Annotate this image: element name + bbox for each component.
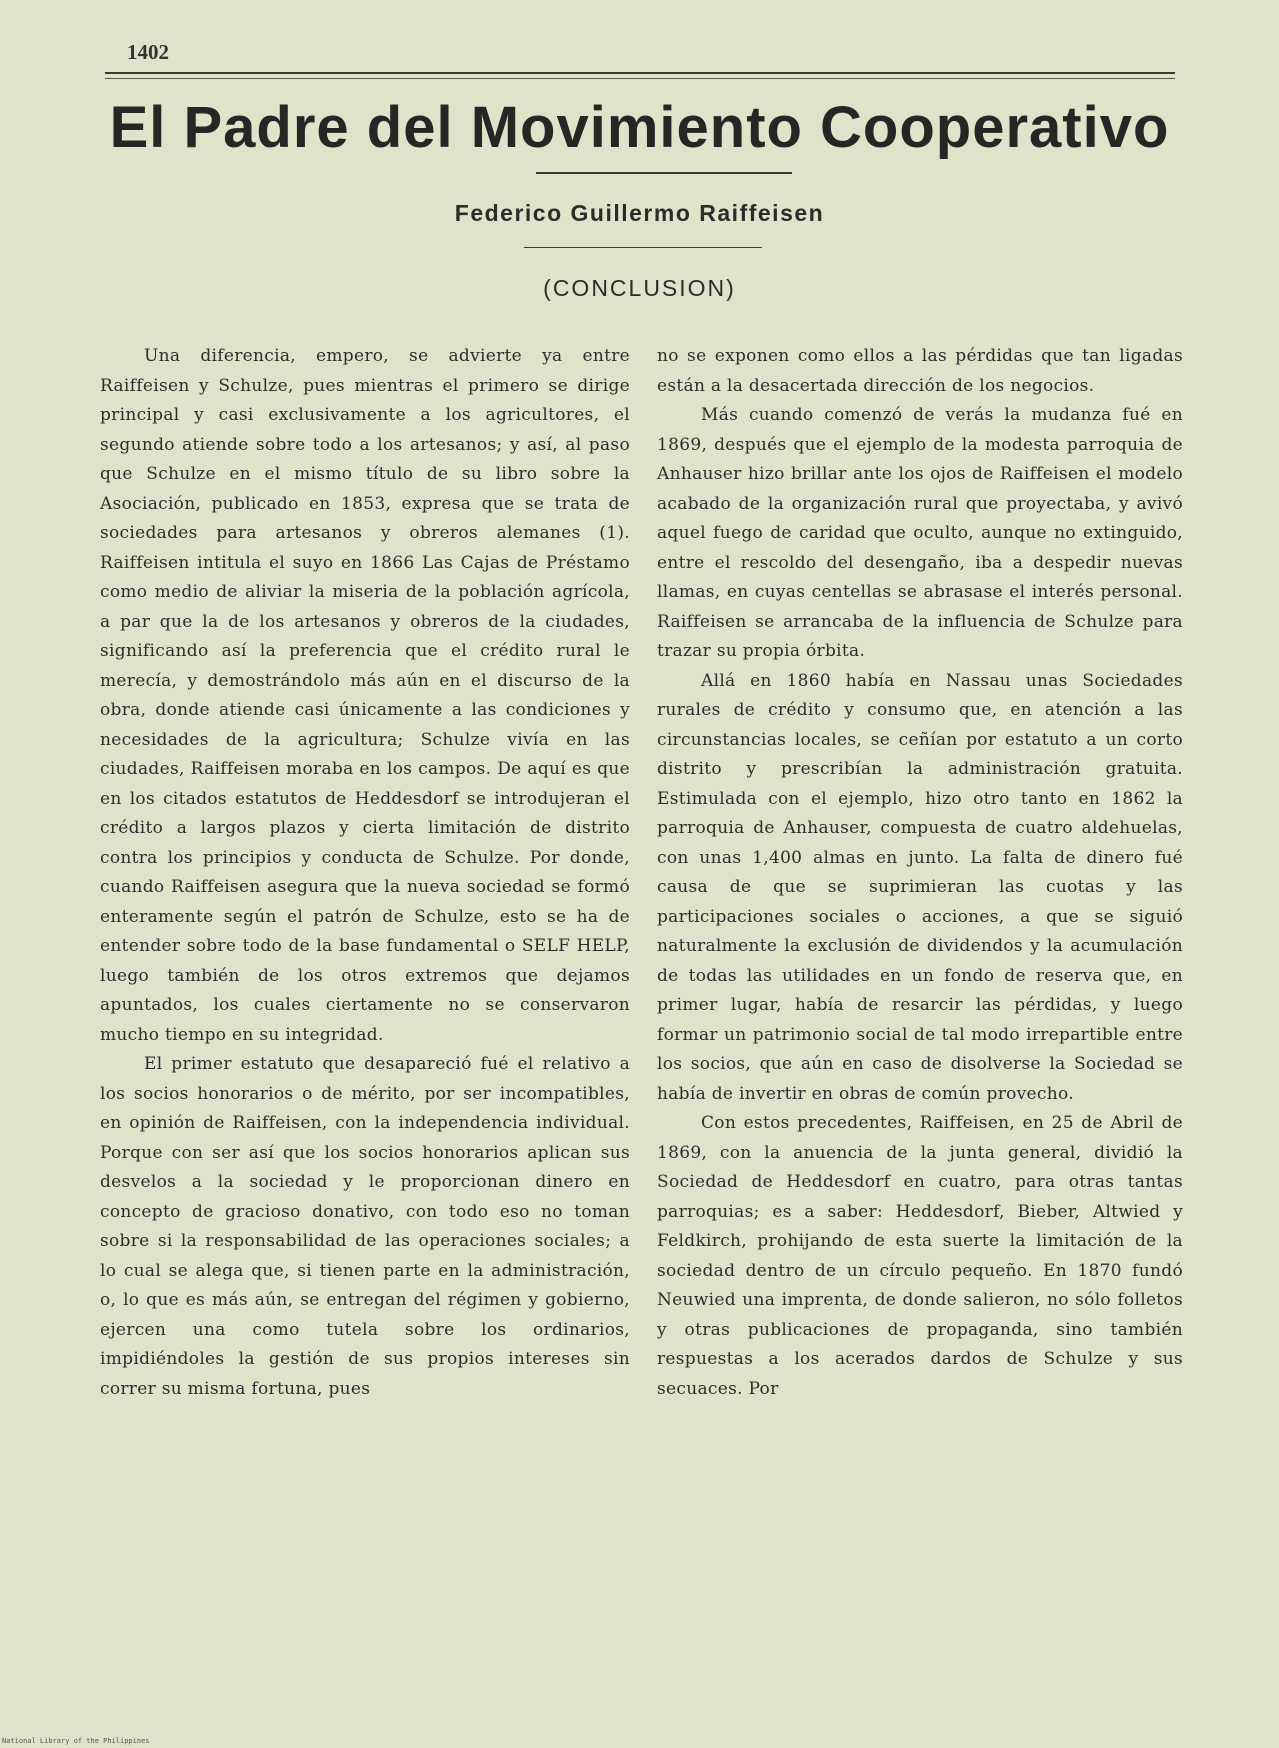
paragraph: no se exponen como ellos a las pérdidas que tan ligadas están a la desacertada dirección de los negocios. xyxy=(657,346,1183,396)
section-label: (CONCLUSION) xyxy=(543,275,736,301)
right-column xyxy=(657,342,1183,1404)
paragraph: Con estos precedentes, Raiffeisen, en 25 de Abril de 1869, con la anuencia de la junta general, dividió la Sociedad de Heddesdorf en cuatro, para otras tantas parroquias; es a saber: Heddesdorf, Bieber, Altwied y Feldkirch, prohijando de esta suerte la limitación de la sociedad dentro de un círculo pequeño. En 1870 fundó Neuwied una imprenta, de donde salieron, no sólo folletos y otras publicaciones de propaganda, sino también respuestas a los acerados dardos de Schulze y sus secuaces. Por xyxy=(657,1113,1183,1399)
left-column xyxy=(100,342,630,1404)
page-number: 1402 xyxy=(127,40,169,64)
article-subtitle: Federico Guillermo Raiffeisen xyxy=(454,200,825,226)
title-divider xyxy=(536,172,792,174)
article-title: El Padre del Movimiento Cooperativo xyxy=(109,95,1170,160)
paragraph: Más cuando comenzó de verás la mudanza fué en 1869, después que el ejemplo de la modesta parroquia de Anhauser hizo brillar ante los ojos de Raiffeisen el modelo acabado de la organización rural que proyectaba, y avivó aquel fuego de caridad que oculto, aunque no extinguido, entre el rescoldo del desengaño, iba a despedir nuevas llamas, en cuyas centellas se abrasase el interés personal. Raiffeisen se arrancaba de la influencia de Schulze para trazar su propia órbita. xyxy=(657,405,1183,661)
library-watermark: National Library of the Philippines xyxy=(2,1737,150,1745)
header-rule-thin xyxy=(105,78,1175,79)
paragraph: Allá en 1860 había en Nassau unas Sociedades rurales de crédito y consumo que, en atención a las circunstancias locales, se ceñían por estatuto a un corto distrito y prescribían la administración gratuita. Estimulada con el ejemplo, hizo otro tanto en 1862 la parroquia de Anhauser, compuesta de cuatro aldehuelas, con unas 1,400 almas en junto. La falta de dinero fué causa de que se suprimieran las cuotas y las participaciones sociales o acciones, a que se siguió naturalmente la exclusión de dividendos y la acumulación de todas las utilidades en un fondo de reserva que, en primer lugar, había de resarcir las pérdidas, y luego formar un patrimonio social de tal modo irrepartible entre los socios, que aún en caso de disolverse la Sociedad se había de invertir en obras de común provecho. xyxy=(657,670,1183,1104)
paragraph: El primer estatuto que desapareció fué el relativo a los socios honorarios o de mérito, por ser incompatibles, en opinión de Raiffeisen, con la independencia individual. Porque con ser así que los socios honorarios aplican sus desvelos a la sociedad y le proporcionan dinero en concepto de gracioso donativo, con todo eso no toman sobre si la responsabilidad de las operaciones sociales; a lo cual se alega que, si tienen parte en la administración, o, lo que es más aún, se entregan del régimen y gobierno, ejercen una como tutela sobre los ordinarios, impidiéndoles la gestión de sus propios intereses sin correr su misma fortuna, pues xyxy=(100,1054,630,1399)
paragraph: Una diferencia, empero, se advierte ya entre Raiffeisen y Schulze, pues mientras el primero se dirige principal y casi exclusivamente a los agricultores, el segundo atiende sobre todo a los artesanos; y así, al paso que Schulze en el mismo título de su libro sobre la Asociación, publicado en 1853, expresa que se trata de sociedades para artesanos y obreros alemanes (1). Raiffeisen intitula el suyo en 1866 Las Cajas de Préstamo como medio de aliviar la miseria de la población agrícola, a par que la de los artesanos y obreros de la ciudades, significando así la preferencia que el crédito rural le merecía, y demostrándolo más aún en el discurso de la obra, donde atiende casi únicamente a las condiciones y necesidades de la agricultura; Schulze vivía en las ciudades, Raiffeisen moraba en los campos. De aquí es que en los citados estatutos de Heddesdorf se introdujeran el crédito a largos plazos y cierta limitación de distrito contra los principios y conducta de Schulze. Por donde, cuando Raiffeisen asegura que la nueva sociedad se formó enteramente según el patrón de Schulze, esto se ha de entender sobre todo de la base fundamental o SELF HELP, luego también de los otros extremos que dejamos apuntados, los cuales ciertamente no se conservaron mucho tiempo en su integridad. xyxy=(100,346,630,1045)
header-rule xyxy=(105,72,1175,74)
subtitle-divider xyxy=(524,247,762,248)
